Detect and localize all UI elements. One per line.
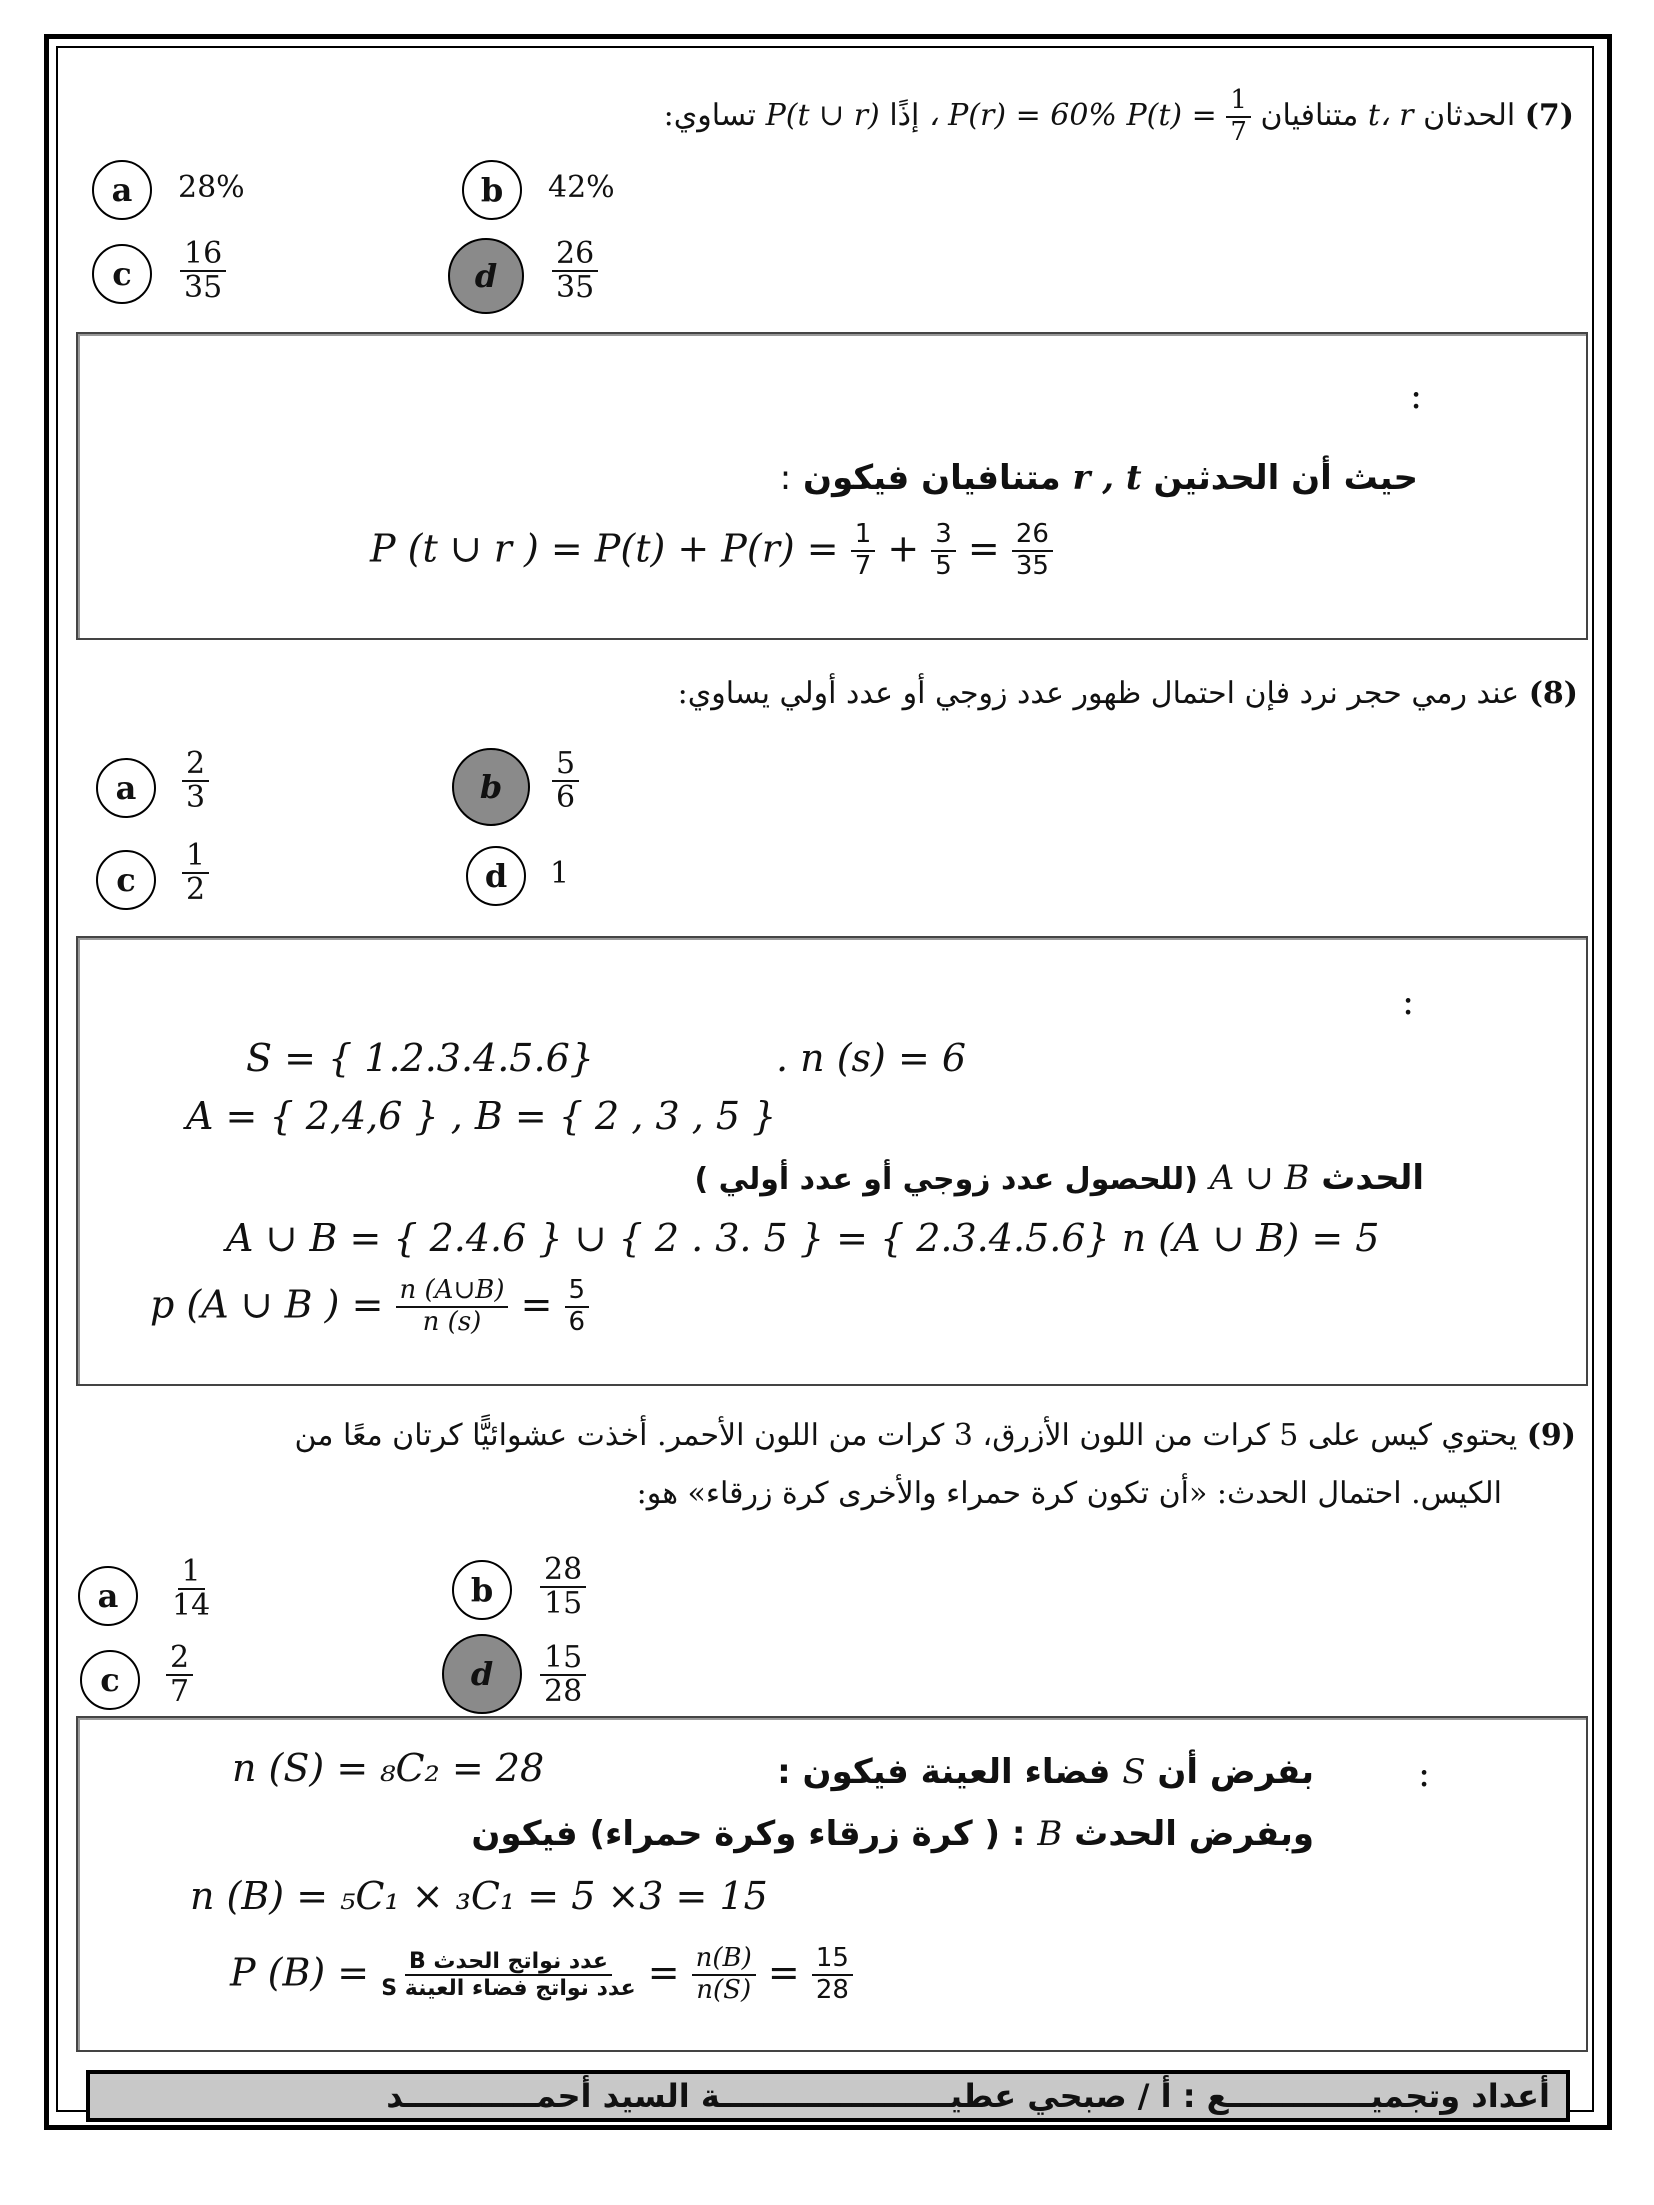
q8-option-b-value: $\frac{5}{6}$	[552, 748, 579, 813]
q7-option-d-selected[interactable]: d	[448, 238, 524, 314]
q7-option-b-value: 42%	[548, 170, 615, 205]
q7-option-d-value: $\frac{26}{35}$	[552, 238, 598, 303]
q8-solution-line4: A ∪ B = { 2.4.6 } ∪ { 2 . 3. 5 } = { 2.3.4.5.6} n (A ∪ B) = 5	[226, 1216, 1380, 1260]
q7-option-c-value: $\frac{16}{35}$	[180, 238, 226, 303]
q7-text: تساوي:	[663, 97, 757, 133]
q8-solution-line1: S = { 1.2.3.4.5.6}	[246, 1036, 594, 1080]
footer-text: أعداد وتجميـــــــــــــع : أ / صبحي عطيـــــــــــــــــــــة السيد أحمــــــــــــد	[386, 2077, 1550, 2115]
q7-text: متنافيان	[1260, 97, 1359, 133]
q9-text: يحتوي كيس على 5 كرات من اللون الأزرق، 3 كرات من اللون الأحمر. أخذت عشوائيًّا كرتان معًا من	[294, 1418, 1518, 1453]
q7-option-a-value: 28%	[178, 170, 245, 205]
q7-text: الحدثان	[1423, 97, 1516, 133]
question-9-stem-line2: الكيس. احتمال الحدث: «أن تكون كرة حمراء والأخرى كرة زرقاء» هو:	[636, 1476, 1502, 1511]
q9-option-a[interactable]: a	[78, 1566, 138, 1626]
q7-union: P(t ∪ r)	[765, 97, 880, 133]
question-8-stem	[678, 676, 1578, 711]
q7-solution-equation: P (t ∪ r ) = P(t) + P(r) = $\frac{1}{7}$ + $\frac{3}{5}$ = $\frac{26}{35}$	[370, 520, 1053, 582]
solution-colon: :	[1418, 1754, 1431, 1795]
q9-option-d-value: $\frac{15}{28}$	[540, 1642, 586, 1707]
q8-option-b-selected[interactable]: b	[452, 748, 530, 826]
q8-solution-line2: A = { 2,4,6 } , B = { 2 , 3 , 5 }	[186, 1094, 777, 1138]
q9-option-b-value: $\frac{28}{15}$	[540, 1554, 586, 1619]
q8-option-d[interactable]: d	[466, 846, 526, 906]
question-number: (8)	[1528, 676, 1578, 711]
q9-solution-line2: وبفرض الحدث B : ( كرة زرقاء وكرة حمراء) فيكون	[471, 1814, 1314, 1854]
q7-solution-line1: حيث أن الحدثين r , t متنافيان فيكون :	[779, 458, 1418, 498]
q7-text: إذًا	[889, 97, 920, 133]
q7-pt: P(t) = $\frac{1}{7}$	[1126, 98, 1250, 133]
q8-option-d-value: 1	[550, 856, 570, 891]
q8-text: عند رمي حجر نرد فإن احتمال ظهور عدد زوجي أو عدد أولي يساوي:	[677, 676, 1520, 711]
q9-option-c-value: $\frac{2}{7}$	[166, 1642, 193, 1707]
q8-option-c-value: $\frac{1}{2}$	[182, 840, 209, 905]
q8-option-c[interactable]: c	[96, 850, 156, 910]
q9-option-b[interactable]: b	[452, 1560, 512, 1620]
q8-option-a[interactable]: a	[96, 758, 156, 818]
q9-solution-line3: n (B) = ₅C₁ × ₃C₁ = 5 ×3 = 15	[190, 1874, 768, 1918]
q9-solution-line1: بفرض أن S فضاء العينة فيكون :	[777, 1752, 1314, 1792]
q8-option-a-value: $\frac{2}{3}$	[182, 748, 209, 813]
question-number: (9)	[1526, 1418, 1576, 1453]
q7-pr: ، P(r) = 60%	[928, 97, 1117, 133]
q8-solution-line3: الحدث A ∪ B (للحصول عدد زوجي أو عدد أولي )	[694, 1158, 1424, 1198]
q7-events: t، r	[1367, 97, 1414, 133]
q9-solution-ns: n (S) = ₈C₂ = 28	[232, 1746, 545, 1790]
solution-colon: :	[1410, 376, 1423, 417]
author-footer	[86, 2070, 1570, 2122]
question-number: (7)	[1524, 97, 1574, 133]
question-7-stem	[664, 86, 1574, 148]
q8-solution-line5: p (A ∪ B ) = $\frac{n (A\cup B)}{n (s)}$ = $\frac{5}{6}$	[150, 1276, 589, 1338]
q9-solution-line4: P (B) = عدد نواتج الحدث B عدد نواتج فضاء العينة S = $\frac{n(B)}{n(S)}$ = $\frac{15}{28}$	[230, 1944, 853, 2006]
q7-option-a[interactable]: a	[92, 160, 152, 220]
q9-option-d-selected[interactable]: d	[442, 1634, 522, 1714]
q7-option-b[interactable]: b	[462, 160, 522, 220]
question-9-stem-line1	[295, 1418, 1576, 1453]
q7-option-c[interactable]: c	[92, 244, 152, 304]
q9-option-c[interactable]: c	[80, 1650, 140, 1710]
q8-solution-ns: . n (s) = 6	[776, 1036, 967, 1080]
solution-colon: :	[1402, 982, 1415, 1023]
q9-option-a-value: $\frac{1}{14}$	[172, 1554, 211, 1623]
